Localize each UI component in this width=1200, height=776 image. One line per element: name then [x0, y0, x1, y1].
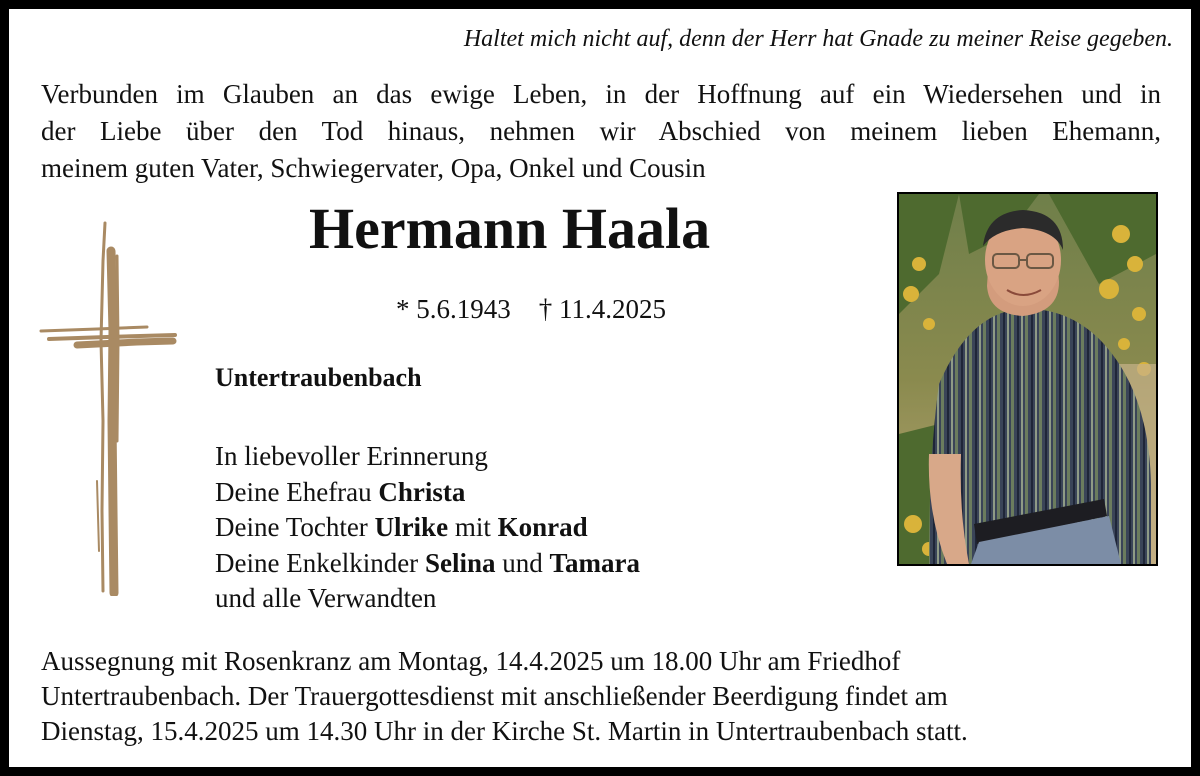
grandchild-name: Tamara	[549, 547, 640, 578]
relatives-line: und alle Verwandten	[215, 583, 437, 613]
life-dates	[396, 294, 666, 325]
hometown: Untertraubenbach	[215, 363, 422, 392]
grandchildren-prefix: Deine Enkelkinder	[215, 547, 419, 578]
family-list	[215, 439, 640, 617]
grandchildren-and: und	[502, 547, 543, 578]
funeral-info	[41, 644, 1161, 749]
daughter-line	[215, 510, 640, 546]
birth-date: * 5.6.1943	[396, 294, 511, 324]
grandchildren-line	[215, 546, 640, 582]
portrait-image	[899, 194, 1156, 564]
bible-quote: Haltet mich nicht auf, denn der Herr hat Gnade zu meiner Reise gegeben.	[463, 26, 1173, 52]
intro-line: meinem guten Vater, Schwiegervater, Opa, Onkel und Cousin	[41, 153, 706, 183]
cross-icon	[37, 221, 177, 596]
death-date: † 11.4.2025	[538, 294, 666, 324]
wife-prefix: Deine Ehefrau	[215, 476, 372, 507]
daughter-name: Ulrike	[374, 512, 449, 542]
obituary-card	[6, 6, 1194, 770]
deceased-name: Hermann Haala	[309, 196, 711, 261]
daughter-with: mit	[454, 512, 491, 542]
intro-line: Verbunden im Glauben an das ewige Leben, in der Hoffnung auf ein Wiedersehen und in	[41, 79, 1161, 109]
wife-name: Christa	[378, 476, 466, 507]
funeral-line: Aussegnung mit Rosenkranz am Montag, 14.4.2025 um 18.00 Uhr am Friedhof	[41, 646, 901, 676]
portrait-photo	[897, 192, 1158, 566]
daughter-prefix: Deine Tochter	[215, 512, 368, 542]
funeral-line: Dienstag, 15.4.2025 um 14.30 Uhr in der Kirche St. Martin in Untertraubenbach statt.	[41, 716, 968, 746]
grandchild-name: Selina	[424, 547, 496, 578]
memory-line: In liebevoller Erinnerung	[215, 441, 488, 471]
intro-text	[41, 76, 1161, 187]
daughter-partner: Konrad	[497, 512, 588, 542]
intro-line: der Liebe über den Tod hinaus, nehmen wir Abschied von meinem lieben Ehemann,	[41, 116, 1161, 146]
wife-line	[215, 475, 640, 511]
funeral-line: Untertraubenbach. Der Trauergottesdienst mit anschließender Beerdigung findet am	[41, 681, 948, 711]
